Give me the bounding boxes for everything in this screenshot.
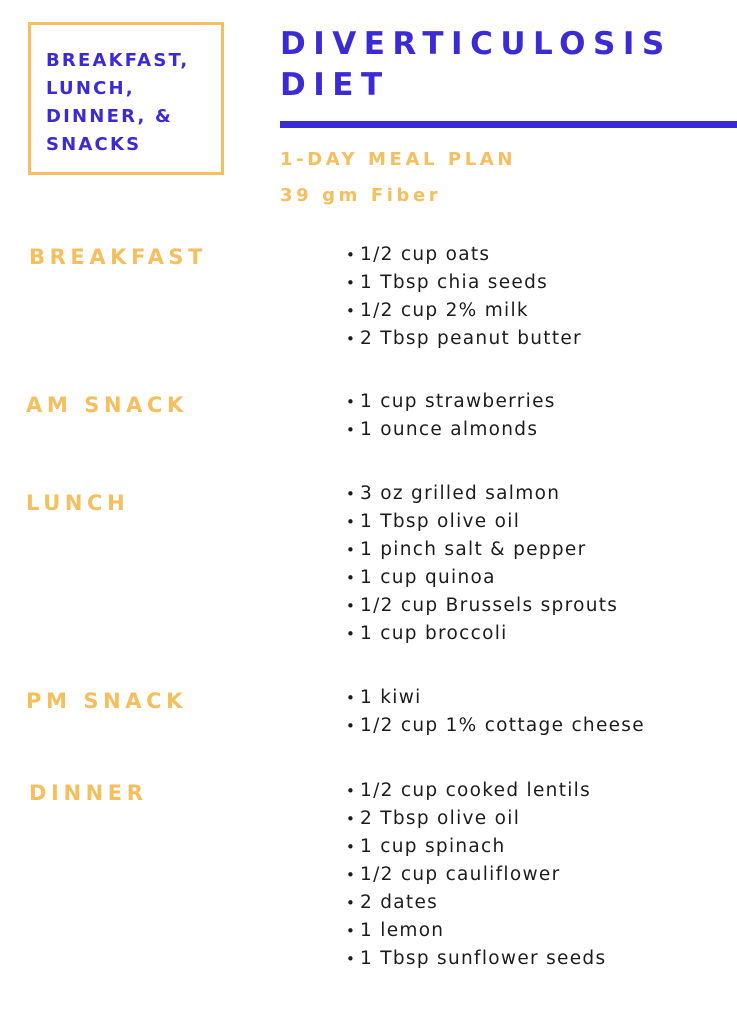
title-line: DIVERTICULOSIS: [280, 26, 672, 62]
list-item: [346, 684, 645, 712]
meal-plan-subtitle: 1-DAY MEAL PLAN: [280, 149, 516, 170]
item-text: 1/2 cup cauliflower: [360, 864, 561, 885]
list-item: [346, 269, 582, 297]
item-list: [346, 241, 582, 353]
bullet: •: [346, 717, 357, 735]
item-text: 1 cup strawberries: [360, 391, 556, 412]
item-list: [346, 777, 606, 973]
bullet: •: [346, 485, 357, 503]
item-text: 1/2 cup cooked lentils: [360, 780, 592, 801]
bullet: •: [346, 950, 357, 968]
bullet: •: [346, 782, 357, 800]
item-text: 2 Tbsp peanut butter: [360, 328, 582, 349]
title-line: DIET: [280, 67, 390, 103]
list-item: [346, 592, 618, 620]
bullet: •: [346, 922, 357, 940]
bullet: •: [346, 393, 357, 411]
badge-line: BREAKFAST,: [46, 50, 190, 71]
item-text: 1 lemon: [360, 920, 445, 941]
bullet: •: [346, 625, 357, 643]
item-text: 1/2 cup 1% cottage cheese: [360, 715, 645, 736]
bullet: •: [346, 597, 357, 615]
item-text: 1 cup spinach: [360, 836, 506, 857]
bullet: •: [346, 894, 357, 912]
list-item: [346, 241, 582, 269]
title-divider: [280, 121, 737, 128]
bullet: •: [346, 866, 357, 884]
item-text: 1 Tbsp sunflower seeds: [360, 948, 607, 969]
list-item: [346, 416, 556, 444]
item-text: 1/2 cup oats: [360, 244, 491, 265]
bullet: •: [346, 246, 357, 264]
item-text: 3 oz grilled salmon: [360, 483, 561, 504]
bullet: •: [346, 274, 357, 292]
item-text: 1 cup broccoli: [360, 623, 508, 644]
bullet: •: [346, 810, 357, 828]
item-text: 2 Tbsp olive oil: [360, 808, 521, 829]
item-text: 1 Tbsp chia seeds: [360, 272, 549, 293]
list-item: [346, 712, 645, 740]
fiber-subtitle: 39 gm Fiber: [280, 185, 442, 206]
item-text: 1 Tbsp olive oil: [360, 511, 521, 532]
item-list: [346, 480, 618, 648]
item-text: 2 dates: [360, 892, 439, 913]
list-item: [346, 805, 606, 833]
badge-line: LUNCH,: [46, 78, 135, 99]
bullet: •: [346, 302, 357, 320]
list-item: [346, 889, 606, 917]
bullet: •: [346, 513, 357, 531]
bullet: •: [346, 838, 357, 856]
section-heading: PM SNACK: [26, 689, 188, 713]
section-heading: BREAKFAST: [29, 245, 208, 269]
item-text: 1 pinch salt & pepper: [360, 539, 587, 560]
list-item: [346, 325, 582, 353]
bullet: •: [346, 569, 357, 587]
list-item: [346, 861, 606, 889]
list-item: [346, 564, 618, 592]
list-item: [346, 297, 582, 325]
list-item: [346, 388, 556, 416]
item-list: [346, 388, 556, 444]
item-text: 1 kiwi: [360, 687, 422, 708]
list-item: [346, 917, 606, 945]
list-item: [346, 620, 618, 648]
bullet: •: [346, 421, 357, 439]
section-heading: LUNCH: [26, 491, 130, 515]
item-text: 1/2 cup Brussels sprouts: [360, 595, 619, 616]
bullet: •: [346, 541, 357, 559]
item-text: 1 ounce almonds: [360, 419, 539, 440]
bullet: •: [346, 689, 357, 707]
badge-line: DINNER, &: [46, 106, 173, 127]
section-heading: AM SNACK: [26, 393, 188, 417]
item-text: 1/2 cup 2% milk: [360, 300, 529, 321]
meals-badge: [28, 22, 224, 175]
list-item: [346, 833, 606, 861]
badge-line: SNACKS: [46, 134, 142, 155]
list-item: [346, 777, 606, 805]
list-item: [346, 508, 618, 536]
page-title: [280, 24, 672, 106]
item-text: 1 cup quinoa: [360, 567, 496, 588]
item-list: [346, 684, 645, 740]
bullet: •: [346, 330, 357, 348]
section-heading: DINNER: [29, 781, 148, 805]
list-item: [346, 536, 618, 564]
list-item: [346, 945, 606, 973]
list-item: [346, 480, 618, 508]
